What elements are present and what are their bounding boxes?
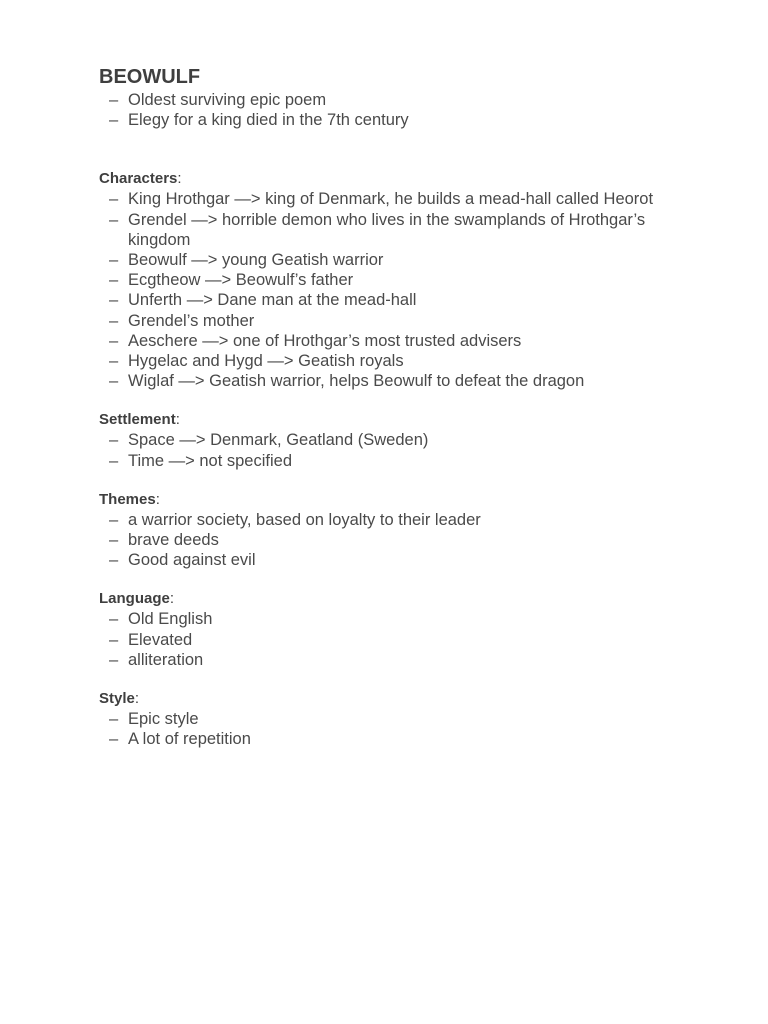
- list-item: [99, 430, 709, 450]
- list-item-text: Aeschere —> one of Hrothgar’s most trusted advisers: [128, 331, 522, 350]
- list-item-text: Beowulf —> young Geatish warrior: [128, 251, 384, 270]
- dash-bullet: –: [109, 311, 119, 330]
- section-heading-label: Characters: [99, 170, 178, 188]
- list-item-text: Epic style: [128, 710, 199, 729]
- spacer: [99, 670, 709, 689]
- document-page: [99, 64, 709, 749]
- dash-bullet: –: [109, 190, 119, 209]
- list-item-text: alliteration: [128, 650, 204, 669]
- intro-list: [99, 90, 709, 130]
- heading-colon: :: [175, 411, 180, 429]
- characters-list: [99, 189, 709, 391]
- dash-bullet: –: [109, 111, 119, 130]
- list-item: [99, 451, 709, 471]
- dash-bullet: –: [109, 331, 119, 350]
- section-language: [99, 589, 709, 670]
- dash-bullet: –: [109, 630, 119, 649]
- dash-bullet: –: [109, 551, 119, 570]
- settlement-list: [99, 430, 709, 470]
- list-item-text: Oldest surviving epic poem: [128, 91, 327, 109]
- themes-list: [99, 510, 709, 571]
- heading-colon: :: [134, 690, 140, 708]
- style-list: [99, 709, 709, 749]
- section-heading-label: Themes: [99, 490, 156, 508]
- spacer: [99, 570, 709, 589]
- list-item-text: Elevated: [128, 630, 193, 649]
- list-item-text: Old English: [128, 610, 213, 629]
- section-heading: [99, 589, 709, 609]
- list-item-text: Ecgtheow —> Beowulf’s father: [128, 271, 354, 290]
- list-item: [99, 709, 709, 729]
- dash-bullet: –: [109, 610, 119, 629]
- dash-bullet: –: [109, 372, 119, 391]
- section-style: [99, 689, 709, 749]
- list-item: [99, 290, 709, 310]
- dash-bullet: –: [109, 251, 119, 270]
- dash-bullet: –: [109, 710, 119, 729]
- list-item-text: a warrior society, based on loyalty to their leader: [128, 510, 481, 529]
- list-item-text: Grendel —> horrible demon who lives in the swamplands of Hrothgar’s kingdom: [128, 210, 646, 249]
- section-heading-label: Settlement: [99, 411, 176, 429]
- list-item: [99, 609, 709, 629]
- list-item-text: A lot of repetition: [128, 730, 251, 749]
- list-item-text: Elegy for a king died in the 7th century: [128, 111, 409, 130]
- section-heading: [99, 689, 709, 709]
- heading-colon: :: [169, 590, 175, 608]
- section-heading-label: Style: [99, 690, 135, 708]
- list-item-text: Good against evil: [128, 551, 256, 570]
- list-item: [99, 250, 709, 270]
- dash-bullet: –: [109, 352, 119, 371]
- section-characters: [99, 169, 709, 391]
- dash-bullet: –: [109, 210, 119, 229]
- section-heading: [99, 169, 709, 189]
- section-heading: [99, 490, 709, 510]
- heading-colon: :: [177, 170, 182, 188]
- spacer: [99, 391, 709, 410]
- list-item-text: Time —> not specified: [128, 451, 293, 470]
- heading-colon: :: [155, 490, 160, 508]
- list-item-text: brave deeds: [128, 531, 219, 550]
- dash-bullet: –: [109, 91, 119, 109]
- dash-bullet: –: [109, 271, 119, 290]
- list-item: [99, 351, 709, 371]
- list-item: [99, 530, 709, 550]
- section-settlement: [99, 410, 709, 470]
- spacer: [99, 130, 709, 169]
- dash-bullet: –: [109, 730, 119, 749]
- list-item: [99, 550, 709, 570]
- list-item: [99, 270, 709, 290]
- list-item: [99, 110, 709, 130]
- dash-bullet: –: [109, 650, 119, 669]
- list-item-text: Wiglaf —> Geatish warrior, helps Beowulf to defeat the dragon: [128, 372, 585, 391]
- dash-bullet: –: [109, 510, 119, 529]
- list-item-text: Hygelac and Hygd —> Geatish royals: [128, 352, 404, 371]
- list-item-text: Grendel’s mother: [128, 311, 255, 330]
- dash-bullet: –: [109, 431, 119, 450]
- dash-bullet: –: [109, 451, 119, 470]
- list-item-text: Unferth —> Dane man at the mead-hall: [128, 291, 417, 310]
- dash-bullet: –: [109, 531, 119, 550]
- list-item: [99, 630, 709, 650]
- section-heading-label: Language: [99, 590, 170, 608]
- spacer: [99, 471, 709, 490]
- list-item: [99, 650, 709, 670]
- section-heading: [99, 410, 709, 430]
- list-item: [99, 90, 709, 110]
- list-item: [99, 189, 709, 209]
- document-title: BEOWULF: [99, 66, 201, 88]
- dash-bullet: –: [109, 291, 119, 310]
- list-item: [99, 729, 709, 749]
- list-item: [99, 210, 709, 250]
- list-item: [99, 311, 709, 331]
- list-item-text: Space —> Denmark, Geatland (Sweden): [128, 431, 429, 450]
- list-item: [99, 371, 709, 391]
- list-item: [99, 510, 709, 530]
- language-list: [99, 609, 709, 670]
- list-item: [99, 331, 709, 351]
- section-themes: [99, 490, 709, 571]
- list-item-text: King Hrothgar —> king of Denmark, he builds a mead-hall called Heorot: [128, 190, 654, 209]
